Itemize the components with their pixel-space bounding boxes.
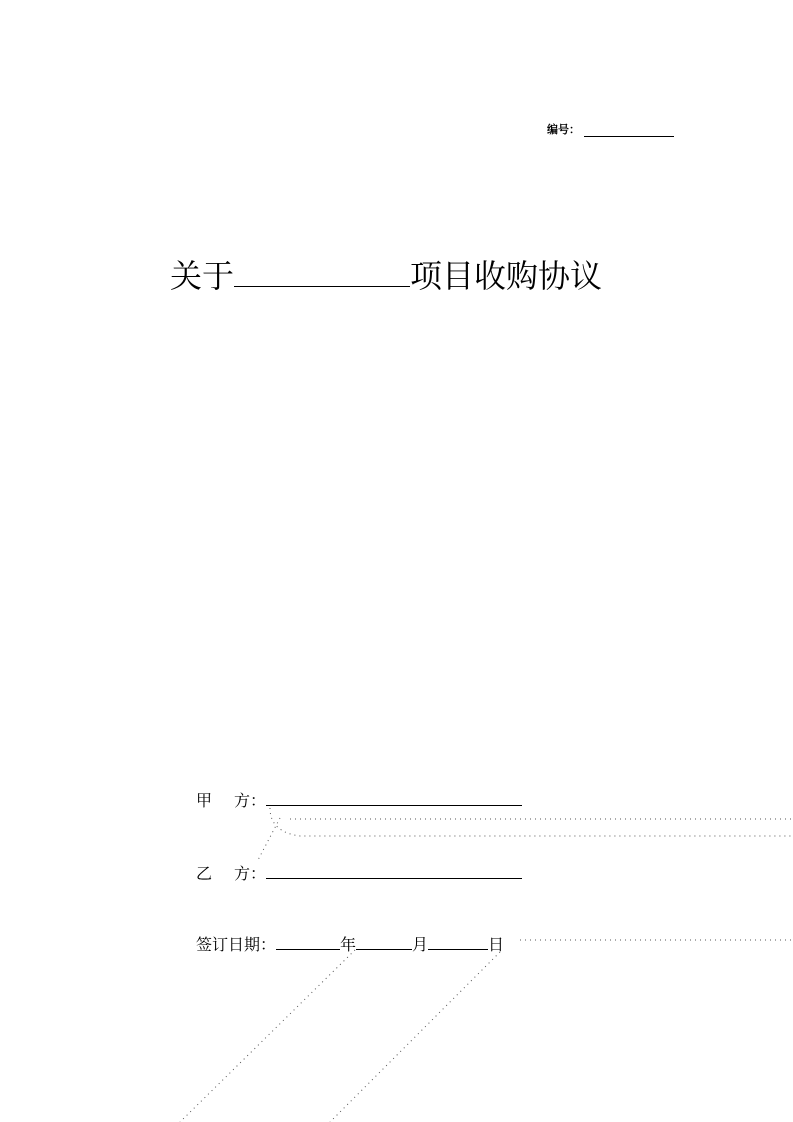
signing-date-row <box>196 933 504 955</box>
party-b-label-suffix: 方： <box>234 864 267 883</box>
year-label: 年 <box>340 935 357 954</box>
dotted-line <box>258 818 280 860</box>
title-suffix: 项目收购协议 <box>410 257 603 295</box>
project-name-blank[interactable] <box>234 254 410 287</box>
party-a-label-suffix: 方： <box>234 791 267 810</box>
dotted-line <box>270 808 793 836</box>
day-blank[interactable] <box>428 933 488 950</box>
party-a-blank[interactable] <box>266 789 522 806</box>
document-title <box>170 254 602 296</box>
serial-number <box>547 121 674 137</box>
party-a-row <box>196 789 522 811</box>
month-label: 月 <box>412 935 429 954</box>
serial-label: 编号： <box>547 123 580 136</box>
party-a-label: 甲 <box>196 791 213 810</box>
signing-date-label: 签订日期： <box>196 935 277 954</box>
month-blank[interactable] <box>356 933 412 950</box>
party-b-row <box>196 862 522 884</box>
day-label: 日 <box>488 935 505 954</box>
title-prefix: 关于 <box>170 257 235 295</box>
dotted-line <box>180 950 355 1122</box>
serial-blank-line[interactable] <box>584 124 674 137</box>
party-b-blank[interactable] <box>266 862 522 879</box>
party-b-label: 乙 <box>196 864 213 883</box>
dotted-line <box>330 952 500 1122</box>
year-blank[interactable] <box>276 933 340 950</box>
